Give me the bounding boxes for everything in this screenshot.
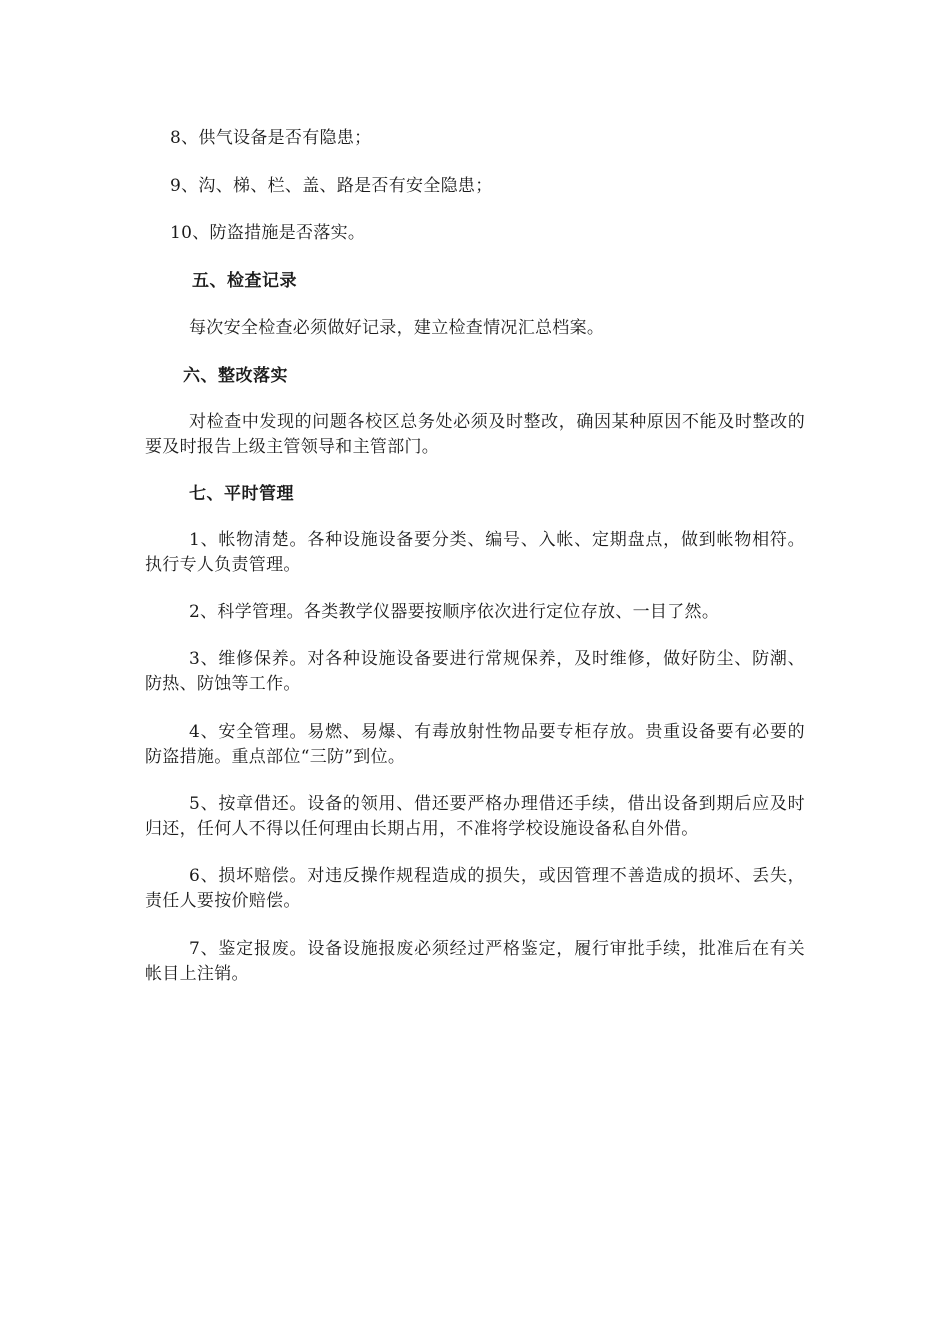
routine-item: 5、按章借还。设备的领用、借还要严格办理借还手续，借出设备到期后应及时归还，任何人不得以任何理由长期占用，不准将学校设施设备私自外借。 — [145, 794, 805, 839]
routine-item: 2、科学管理。各类教学仪器要按顺序依次进行定位存放、一目了然。 — [189, 602, 720, 622]
section-body-record: 每次安全检查必须做好记录，建立检查情况汇总档案。 — [189, 318, 605, 338]
section-body-rectify: 对检查中发现的问题各校区总务处必须及时整改，确因某种原因不能及时整改的要及时报告上级主管领导和主管部门。 — [145, 412, 805, 457]
routine-item: 7、鉴定报废。设备设施报废必须经过严格鉴定，履行审批手续，批准后在有关帐目上注销。 — [145, 939, 805, 984]
section-heading-record: 五、检查记录 — [192, 271, 297, 291]
checklist-item-10: 10、防盗措施是否落实。 — [170, 223, 366, 243]
checklist-item-9: 9、沟、梯、栏、盖、路是否有安全隐患； — [170, 176, 493, 196]
routine-item: 6、损坏赔偿。对违反操作规程造成的损失，或因管理不善造成的损坏、丢失，责任人要按价赔偿。 — [145, 866, 805, 911]
checklist-item-8: 8、供气设备是否有隐患； — [170, 128, 372, 148]
routine-item: 4、安全管理。易燃、易爆、有毒放射性物品要专柜存放。贵重设备要有必要的防盗措施。重点部位“三防”到位。 — [145, 722, 805, 767]
section-heading-rectify: 六、整改落实 — [183, 366, 288, 386]
section-heading-routine: 七、平时管理 — [189, 484, 294, 504]
routine-item: 3、维修保养。对各种设施设备要进行常规保养，及时维修，做好防尘、防潮、防热、防蚀等工作。 — [145, 649, 805, 694]
routine-item: 1、帐物清楚。各种设施设备要分类、编号、入帐、定期盘点，做到帐物相符。执行专人负责管理。 — [145, 530, 805, 575]
